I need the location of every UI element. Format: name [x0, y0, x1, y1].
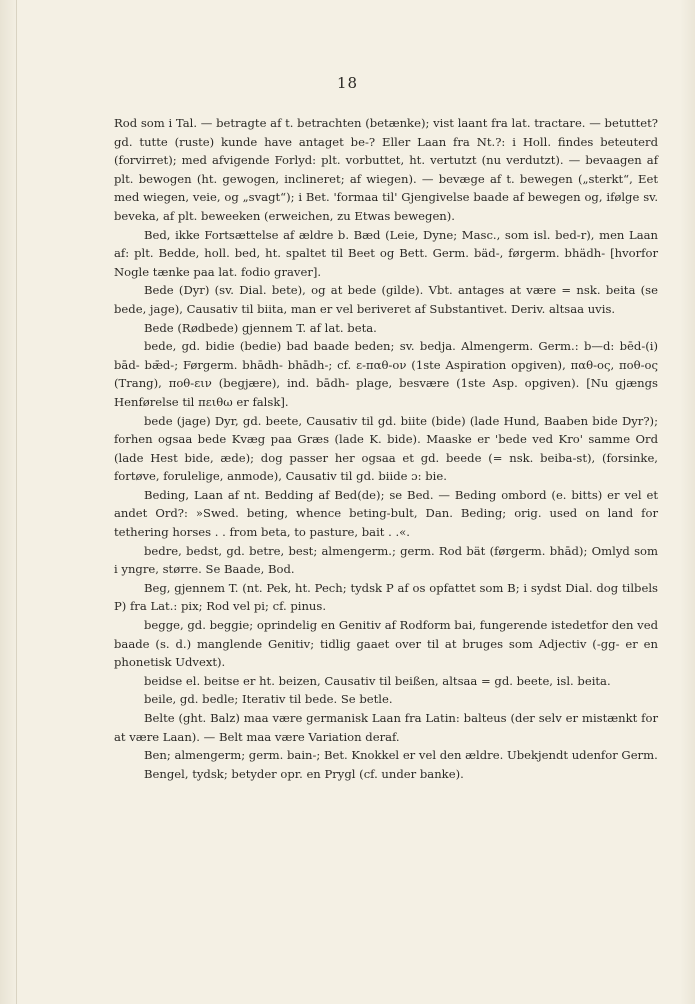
page-number: 18 — [336, 74, 359, 92]
entry-bede-dyr: Bede (Dyr) (sv. Dial. bete), og at bede (gilde). Vbt. antages at være = nsk. beita (se bede, jage), Causativ til biita, man er vel beriveret af Substantivet. Deriv. altsaa uvis. — [114, 283, 658, 316]
entry-beile: beile, gd. bedle; Iterativ til bede. Se betle. — [144, 692, 393, 707]
entry-continuation-betragte: Rod som i Tal. — betragte af t. betrachten (betænke); vist laant fra lat. tractare. — betuttet? gd. tutte (ruste) kunde have antaget be-? Eller Laan fra Nt.?: i Holl. findes beteuterd (forvirret); med afvigende Forlyd: plt. vorbuttet, ht. vertutzt (nu verdutzt). — bevaagen af plt. bewogen (ht. gewogen, inclineret; af wiegen). — bevæge af t. bewegen („sterkt“, Eet med wiegen, veie, og „svagt“); i Bet. 'formaa til' Gjengivelse baade af bewegen og, ifølge sv. beveka, af plt. beweeken (erweichen, zu Etwas bewegen). — [114, 116, 658, 223]
entry-bed: Bed, ikke Fortsættelse af ældre b. Bæd (Leie, Dyne; Masc., som isl. bed-r), men Laan af: plt. Bedde, holl. bed, ht. spaltet til Beet og Bett. Germ. bäd-, førgerm. bhädh- [hvorfor Nogle tænke paa lat. fodio graver]. — [114, 227, 658, 279]
entry-begge: begge, gd. beggie; oprindelig en Genitiv af Rodform bai, fungerende istedetfor den ved baade (s. d.) manglende Genitiv; tidlig gaaet over til at bruges som Adjectiv (-gg- er en phonetisk Udvext). — [114, 618, 658, 670]
entry-bede-roedbede: Bede (Rødbede) gjennem T. af lat. beta. — [144, 320, 377, 335]
entry-bedre: bedre, bedst, gd. betre, best; almengerm.; germ. Rod bät (førgerm. bhād); Omlyd som i yngre, større. Se Baade, Bod. — [114, 543, 658, 577]
page-gutter-edge — [16, 0, 17, 1004]
entry-beg: Beg, gjennem T. (nt. Pek, ht. Pech; tydsk P af os opfattet som B; i sydst Dial. dog tilbels P) fra Lat.: pix; Rod vel pi; cf. pinus. — [114, 580, 658, 614]
entry-beding: Beding, Laan af nt. Bedding af Bed(de); se Bed. — Beding ombord (e. bitts) er vel et andet Ord?: »Swed. beting, whence beting-bult, Dan. Beding; orig. used on land for tethering horses . . from beta, to pasture, bait . .«. — [114, 487, 658, 540]
entry-bede-bad: bede, gd. bidie (bedie) bad baade beden; sv. bedja. Almengerm. Germ.: b—d: bēd-(i) bād- bǣd-; Førgerm. bhādh- bhādh-; cf. ε-παθ-ον (1ste Aspiration opgiven), παθ-ος, ποθ-ος (Trang), ποθ-ειν (begjære), ind. bādh- plage, besvære (1ste Asp. opgiven). [Nu gjængs Henførelse til πειθω er falsk]. — [114, 339, 658, 409]
entry-belte: Belte (ght. Balz) maa være germanisk Laan fra Latin: balteus (der selv er mistænkt for at være Laan). — Belt maa være Variation deraf. — [114, 711, 658, 744]
entry-bede-jage: bede (jage) Dyr, gd. beete, Causativ til gd. biite (bide) (lade Hund, Baaben bide Dyr?); forhen ogsaa bede Kvæg paa Græs (lade K. bide). Maaske er 'bede ved Kro' samme Ord (lade Hest bide, æde); dog passer her ogsaa et gd. beede (= nsk. beiba-st), (forsinke, fortøve, forulelige, anmode), Causativ til gd. biide ɔ: bie. — [114, 413, 658, 484]
entry-beidse: beidse el. beitse er ht. beizen, Causativ til beißen, altsaa = gd. beete, isl. beita. — [144, 673, 611, 688]
entry-bengel: Bengel, tydsk; betyder opr. en Prygl (cf. under banke). — [144, 766, 464, 781]
entry-ben: Ben; almengerm; germ. bain-; Bet. Knokkel er vel den ældre. Ubekjendt udenfor Germ. — [144, 748, 658, 763]
dictionary-text-block — [114, 114, 658, 783]
